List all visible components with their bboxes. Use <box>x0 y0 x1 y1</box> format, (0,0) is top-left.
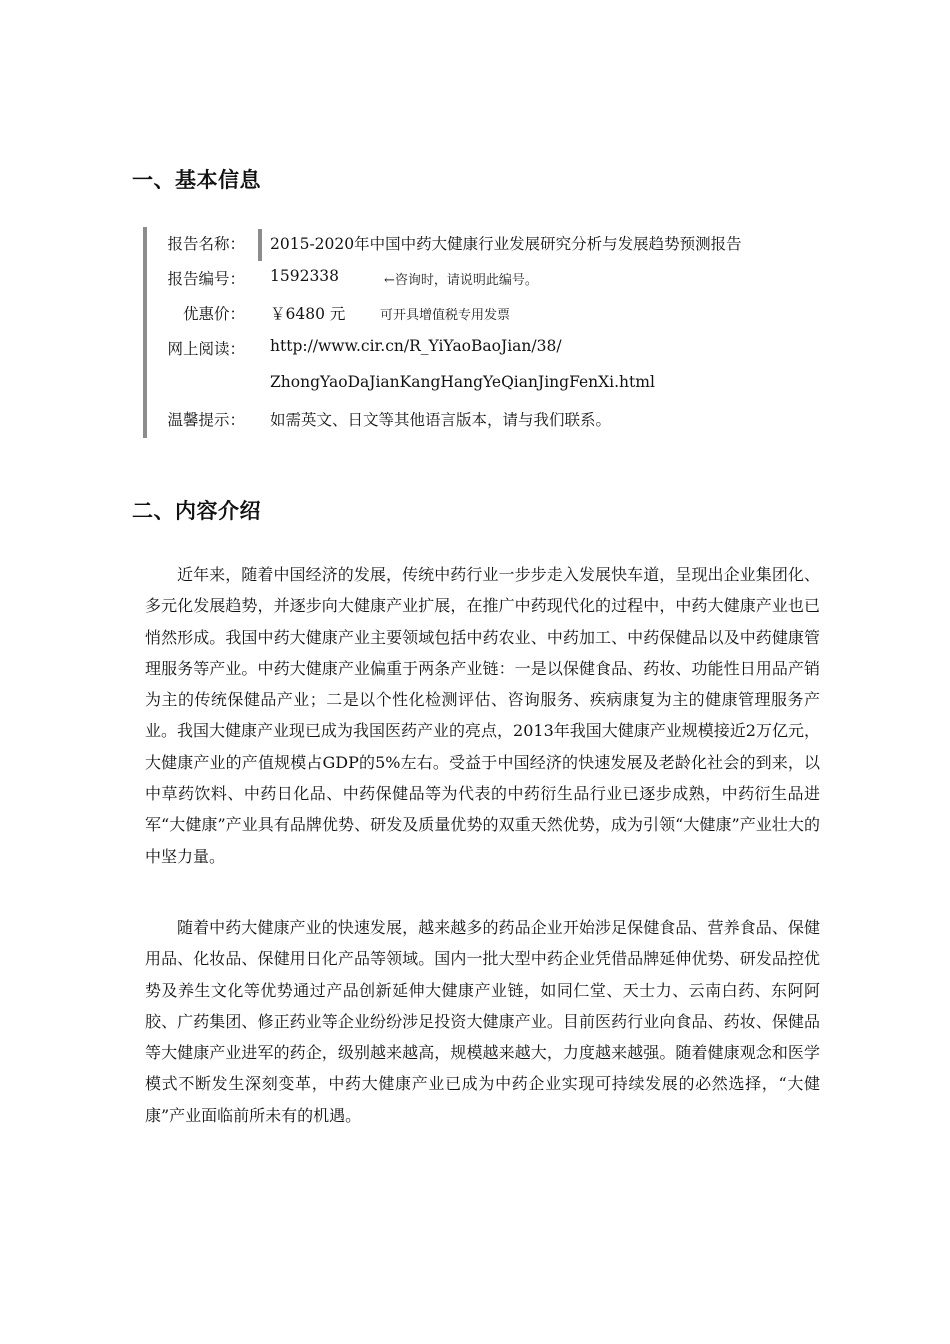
price-label: 优惠价： <box>182 305 245 323</box>
section-heading-basic-info: 一、基本信息 <box>132 168 261 192</box>
info-row-report-no <box>0 267 950 297</box>
price-value: ￥6480 元 <box>270 305 346 323</box>
report-no-note: ←咨询时，请说明此编号。 <box>384 273 538 288</box>
tip-value: 如需英文、日文等其他语言版本，请与我们联系。 <box>270 411 612 429</box>
content-paragraph-1: 近年来，随着中国经济的发展，传统中药行业一步步走入发展快车道，呈现出企业集团化、多元化发展趋势，并逐步向大健康产业扩展，在推广中药现代化的过程中，中药大健康产业也已悄然形成。我国中药大健康产业主要领域包括中药农业、中药加工、中药保健品以及中药健康管理服务等产业。中药大健康产业偏重于两条产业链：一是以保健食品、药妆、功能性日用品产销为主的传统保健品产业；二是以个性化检测评估、咨询服务、疾病康复为主的健康管理服务产业。我国大健康产业现已成为我国医药产业的亮点，2013年我国大健康产业规模接近2万亿元，大健康产业的产值规模占GDP的5%左右。受益于中国经济的快速发展及老龄化社会的到来，以中草药饮料、中药日化品、中药保健品等为代表的中药衍生品行业已逐步成熟，中药衍生品进军“大健康”产业具有品牌优势、研发及质量优势的双重天然优势，成为引领“大健康”产业壮大的中坚力量。 <box>145 565 820 866</box>
report-name-value: 2015-2020年中国中药大健康行业发展研究分析与发展趋势预测报告 <box>270 235 742 253</box>
content-paragraph-2: 随着中药大健康产业的快速发展，越来越多的药品企业开始涉足保健食品、营养食品、保健用品、化妆品、保健用日化产品等领域。国内一批大型中药企业凭借品牌延伸优势、研发品控优势及养生文化等优势通过产品创新延伸大健康产业链，如同仁堂、天士力、云南白药、东阿阿胶、广药集团、修正药业等企业纷纷涉足投资大健康产业。目前医药行业向食品、药妆、保健品等大健康产业进军的药企，级别越来越高，规模越来越大，力度越来越强。随着健康观念和医学模式不断发生深刻变革，中药大健康产业已成为中药企业实现可持续发展的必然选择，“大健康”产业面临前所未有的机遇。 <box>145 918 820 1125</box>
info-row-report-name <box>0 232 950 262</box>
online-url-line2[interactable]: ZhongYaoDaJianKangHangYeQianJingFenXi.html <box>270 373 655 391</box>
info-row-tip <box>0 408 950 438</box>
price-note: 可开具增值税专用发票 <box>380 308 511 323</box>
report-no-label: 报告编号： <box>167 270 245 288</box>
report-name-marker <box>258 229 262 261</box>
report-no-value: 1592338 <box>270 267 340 285</box>
tip-label: 温馨提示： <box>167 411 245 429</box>
info-row-online <box>0 337 950 367</box>
info-row-online-cont <box>0 373 950 403</box>
report-name-label: 报告名称： <box>167 235 245 253</box>
online-label: 网上阅读： <box>167 340 245 358</box>
info-row-price <box>0 302 950 332</box>
section-heading-content-intro: 二、内容介绍 <box>132 499 261 523</box>
online-url-line1[interactable]: http://www.cir.cn/R_YiYaoBaoJian/38/ <box>270 337 562 355</box>
